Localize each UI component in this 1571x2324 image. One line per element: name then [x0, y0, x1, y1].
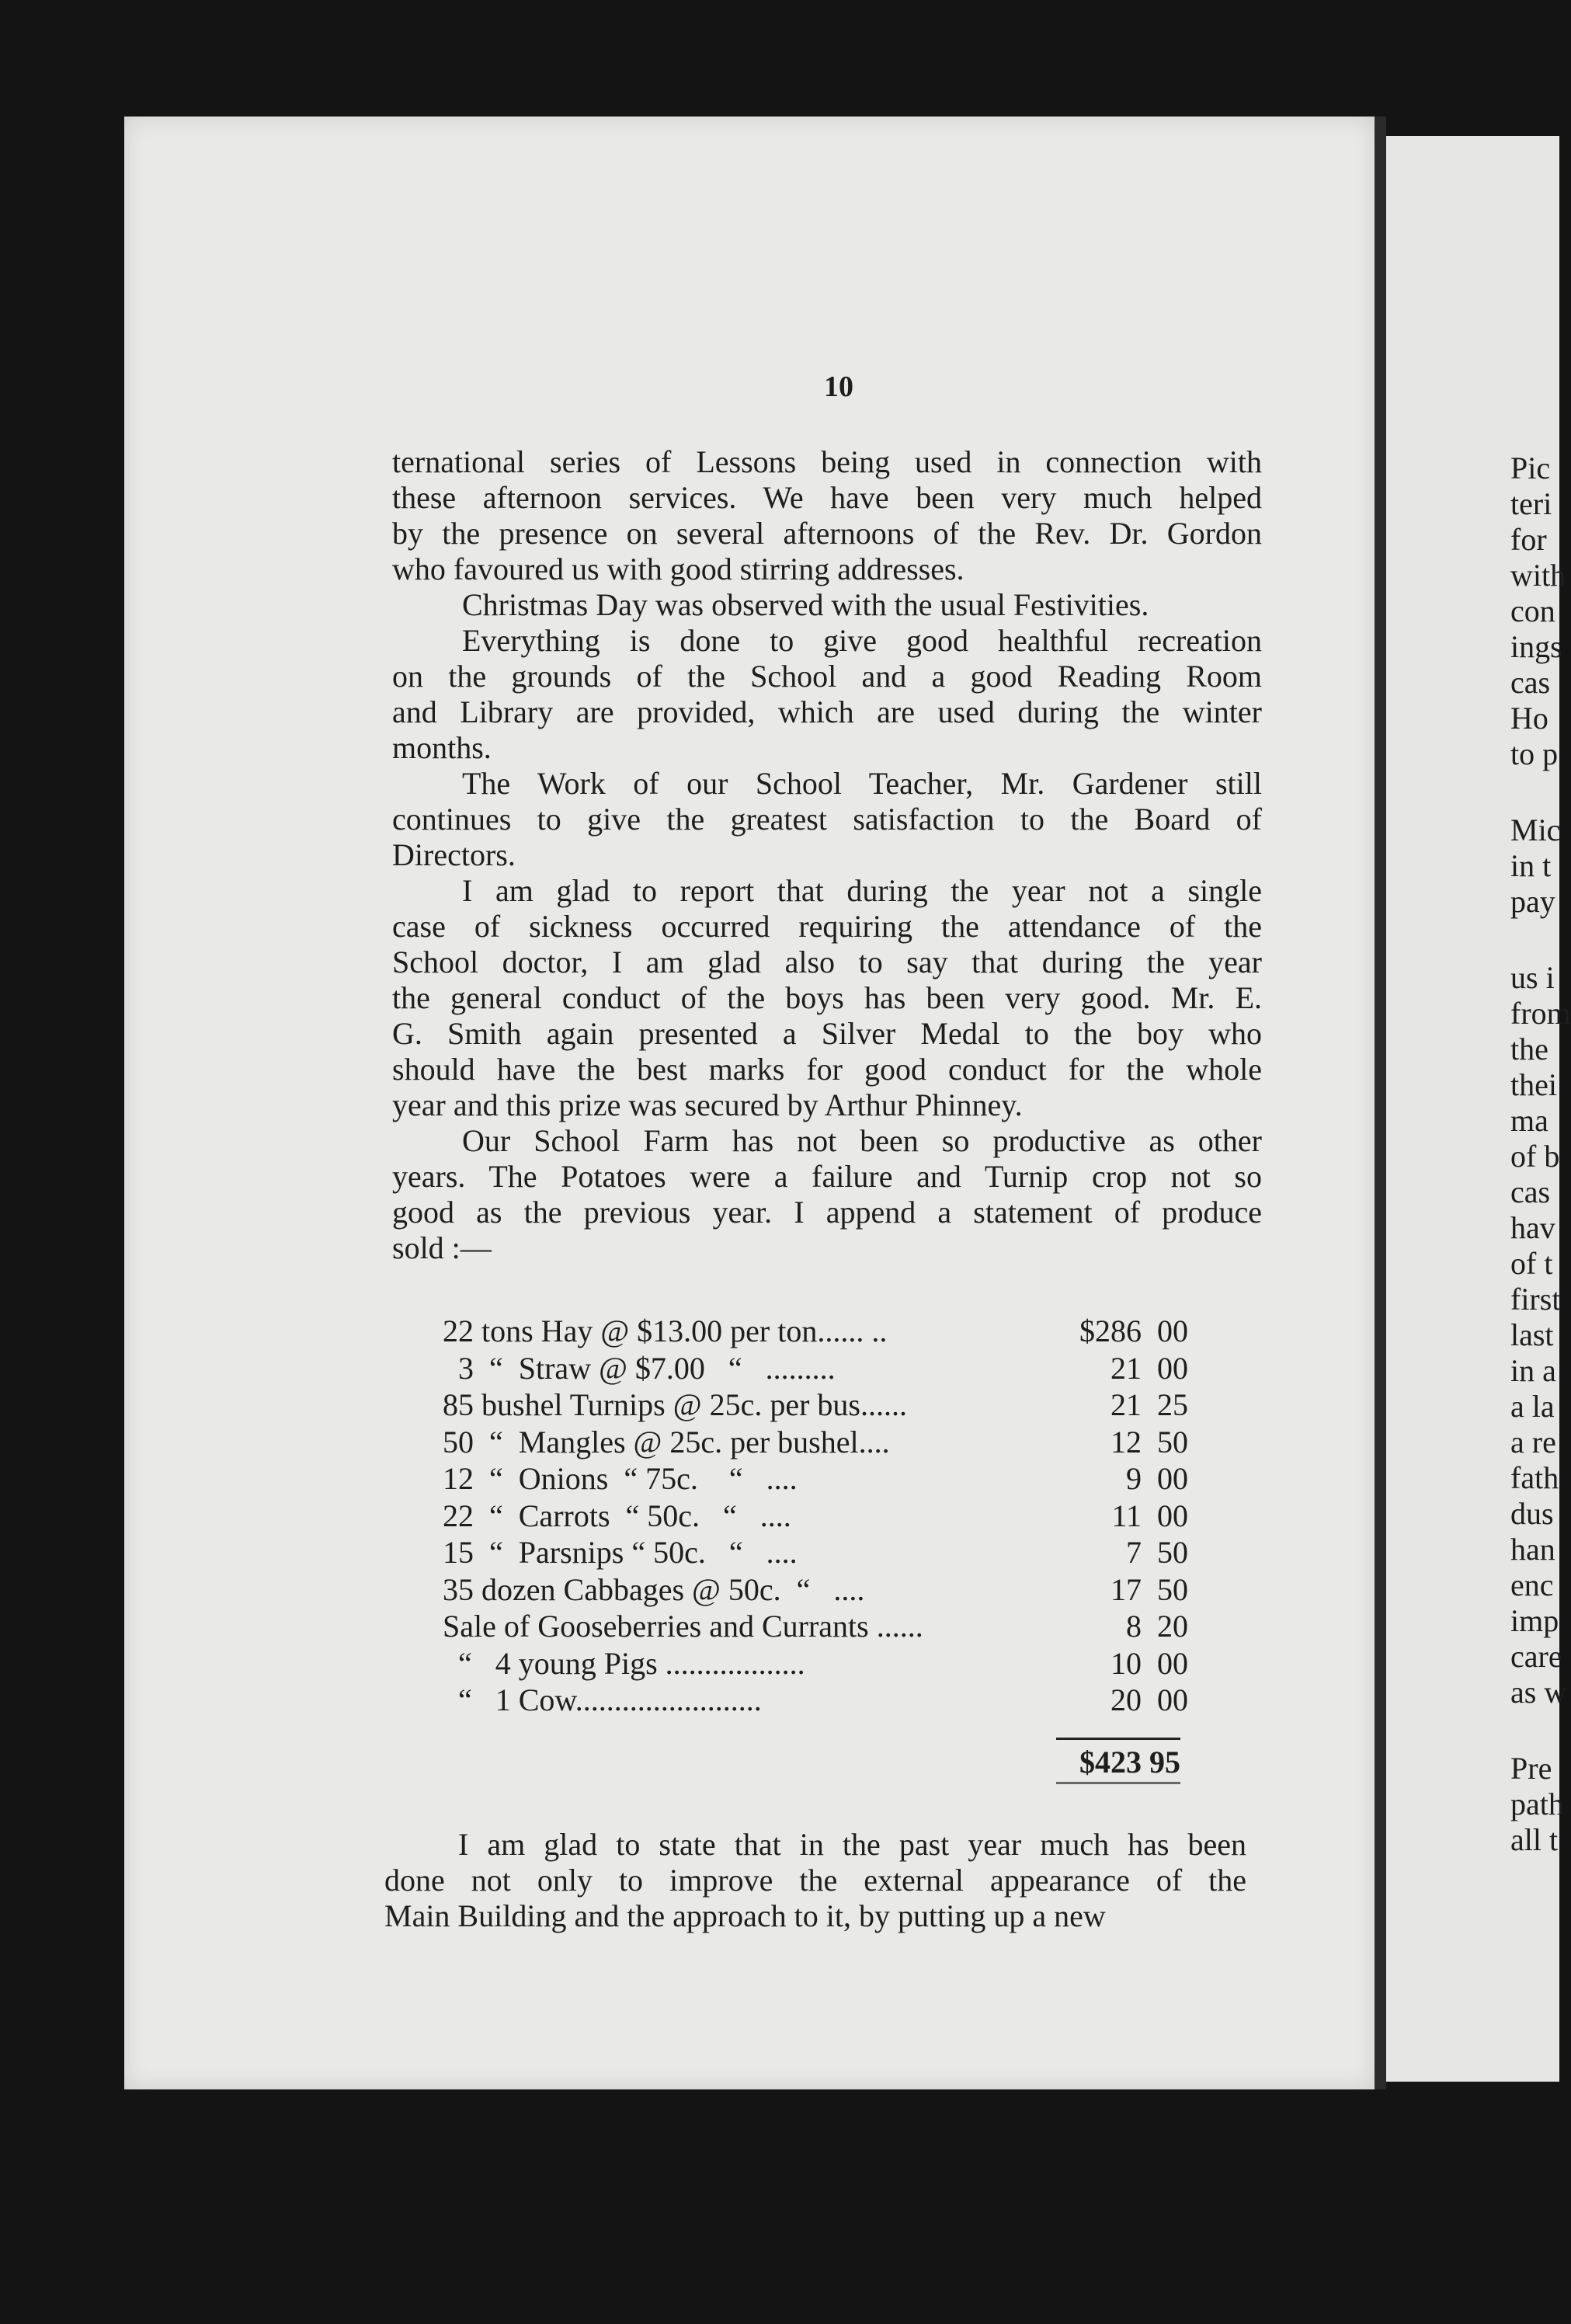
text-line: on the grounds of the School and a good Reading Room	[392, 659, 1262, 694]
text-line: by the presence on several afternoons of the Rev. Dr. Gordon	[392, 516, 1262, 551]
produce-cents: 25	[1157, 1387, 1188, 1422]
text-line: these afternoon services. We have been very much helped	[392, 480, 1262, 515]
right-page-fragment: us i	[1510, 960, 1555, 995]
produce-description: 22 tons Hay @ $13.00 per ton...... ..	[443, 1313, 888, 1348]
paragraph	[392, 444, 1262, 587]
right-page-fragment: for	[1510, 522, 1547, 557]
text-line: I am glad to report that during the year not a single	[462, 873, 1262, 908]
right-page-fragment: the	[1510, 1032, 1548, 1066]
text-line: ternational series of Lessons being used in connection with	[392, 444, 1262, 479]
produce-dollars: 17	[1110, 1571, 1142, 1607]
right-page-fragment: first	[1510, 1282, 1561, 1317]
produce-cents: 00	[1157, 1350, 1188, 1386]
produce-dollars: 12	[1110, 1424, 1142, 1459]
text-line: years. The Potatoes were a failure and Turnip crop not so	[392, 1159, 1262, 1194]
right-page-fragment: enc	[1510, 1567, 1554, 1602]
right-page-fragment: pay	[1510, 884, 1555, 919]
text-line: months.	[392, 730, 492, 765]
right-page-fragment: path	[1510, 1786, 1564, 1821]
text-line: Christmas Day was observed with the usual Festivities.	[462, 587, 1149, 622]
produce-row	[443, 1645, 1188, 1682]
produce-dollars: 21	[1110, 1387, 1142, 1422]
right-page-fragment: Pre	[1510, 1751, 1552, 1786]
right-page-fragment: con	[1510, 593, 1555, 628]
paragraph	[392, 766, 1262, 873]
closing-paragraph	[384, 1827, 1246, 1934]
right-page-fragment: care	[1510, 1639, 1562, 1674]
total-rule	[1056, 1738, 1180, 1740]
produce-cents: 20	[1157, 1609, 1188, 1644]
right-page-fragment: last	[1510, 1317, 1554, 1352]
page-number: 10	[824, 371, 853, 403]
produce-row	[443, 1534, 1188, 1571]
produce-row	[443, 1386, 1188, 1424]
right-page-fragment: as w	[1510, 1675, 1567, 1710]
text-line: case of sickness occurred requiring the attendance of the	[392, 909, 1262, 944]
produce-total: $423 95	[1056, 1744, 1180, 1784]
produce-cents: 00	[1157, 1645, 1188, 1681]
right-page-fragment	[1510, 772, 1565, 812]
produce-dollars: 8	[1126, 1609, 1142, 1644]
right-page-fragment: cas	[1510, 1174, 1551, 1209]
text-line: good as the previous year. I append a statement of produce	[392, 1195, 1262, 1230]
produce-description: 12 “ Onions “ 75c. “ ....	[443, 1461, 798, 1496]
produce-cents: 00	[1157, 1313, 1188, 1348]
produce-dollars: 7	[1126, 1535, 1142, 1570]
body-text	[392, 444, 1262, 1266]
text-line: Everything is done to give good healthful recreation	[462, 623, 1262, 658]
produce-cents: 00	[1157, 1682, 1188, 1717]
text-line: who favoured us with good stirring addresses.	[392, 551, 964, 586]
produce-dollars: 21	[1110, 1350, 1142, 1386]
right-page-fragment: from	[1510, 996, 1571, 1031]
right-page-fragment	[1510, 920, 1565, 960]
produce-dollars: 20	[1110, 1682, 1142, 1717]
text-line: sold :—	[392, 1230, 492, 1265]
produce-cents: 50	[1157, 1571, 1188, 1607]
produce-row	[443, 1608, 1188, 1645]
produce-dollars: $286	[1079, 1313, 1142, 1348]
right-page-fragment: ma	[1510, 1103, 1548, 1138]
right-page-fragment: of b	[1510, 1139, 1560, 1174]
right-page-fragment: ings	[1510, 629, 1562, 664]
right-page-fragment: teri	[1510, 486, 1552, 521]
text-line: done not only to improve the external appearance of the	[384, 1863, 1246, 1898]
produce-description: Sale of Gooseberries and Currants ......	[443, 1609, 923, 1644]
produce-description: “ 1 Cow........................	[443, 1682, 762, 1717]
produce-row	[443, 1571, 1188, 1609]
produce-dollars: 10	[1110, 1645, 1142, 1681]
right-page-fragment: all t	[1510, 1822, 1559, 1857]
right-page-fragment: cas	[1510, 665, 1551, 700]
produce-statement	[443, 1313, 1188, 1719]
produce-description: “ 4 young Pigs ..................	[443, 1645, 805, 1681]
right-page-fragment: a re	[1510, 1425, 1556, 1459]
produce-row	[443, 1682, 1188, 1719]
text-line: should have the best marks for good conduct for the whole	[392, 1052, 1262, 1087]
produce-cents: 00	[1157, 1498, 1188, 1533]
text-line: and Library are provided, which are used during the winter	[392, 694, 1262, 729]
text-line: G. Smith again presented a Silver Medal to the boy who	[392, 1016, 1262, 1051]
text-line: The Work of our School Teacher, Mr. Gardener still	[462, 766, 1262, 801]
produce-row	[443, 1424, 1188, 1461]
produce-description: 35 dozen Cabbages @ 50c. “ ....	[443, 1571, 865, 1607]
text-line: Our School Farm has not been so productive as other	[462, 1123, 1262, 1158]
right-page-fragment: in a	[1510, 1353, 1556, 1388]
produce-row	[443, 1313, 1188, 1350]
right-page-fragment: imp	[1510, 1603, 1559, 1638]
right-page-fragment: of t	[1510, 1246, 1553, 1281]
paragraph	[392, 587, 1262, 623]
produce-cents: 50	[1157, 1535, 1188, 1570]
produce-description: 15 “ Parsnips “ 50c. “ ....	[443, 1535, 798, 1570]
right-page-fragment: a la	[1510, 1389, 1555, 1424]
text-line: Main Building and the approach to it, by putting up a new	[384, 1898, 1106, 1933]
text-line: School doctor, I am glad also to say that during the year	[392, 945, 1262, 979]
paragraph	[392, 1123, 1262, 1266]
right-page-fragment: with	[1510, 558, 1566, 593]
produce-row	[443, 1498, 1188, 1535]
paragraph	[392, 873, 1262, 1123]
produce-description: 3 “ Straw @ $7.00 “ .........	[443, 1350, 836, 1386]
right-page-fragment: han	[1510, 1532, 1555, 1567]
right-page-fragment: to p	[1510, 736, 1559, 771]
right-page-fragment: Mic	[1510, 812, 1561, 847]
right-page-fragment	[1510, 1710, 1565, 1751]
produce-row	[443, 1350, 1188, 1387]
right-page-fragment: Ho	[1510, 701, 1548, 736]
produce-row	[443, 1460, 1188, 1498]
right-page-fragment: hav	[1510, 1210, 1555, 1245]
right-page-fragment: thei	[1510, 1067, 1557, 1102]
paragraph	[392, 623, 1262, 766]
text-line: Directors.	[392, 837, 516, 872]
right-page-text	[1510, 451, 1571, 1858]
produce-cents: 50	[1157, 1424, 1188, 1459]
produce-description: 50 “ Mangles @ 25c. per bushel....	[443, 1424, 890, 1459]
produce-description: 85 bushel Turnips @ 25c. per bus......	[443, 1387, 907, 1422]
produce-dollars: 11	[1111, 1498, 1142, 1533]
produce-dollars: 9	[1126, 1461, 1142, 1496]
right-page-fragment: fath	[1510, 1460, 1559, 1495]
text-line: I am glad to state that in the past year much has been	[458, 1827, 1246, 1862]
text-line: continues to give the greatest satisfaction to the Board of	[392, 802, 1262, 837]
text-line: year and this prize was secured by Arthur Phinney.	[392, 1087, 1023, 1122]
book-gutter	[1375, 117, 1386, 2089]
produce-description: 22 “ Carrots “ 50c. “ ....	[443, 1498, 791, 1533]
right-page-fragment: dus	[1510, 1496, 1554, 1531]
text-line: the general conduct of the boys has been very good. Mr. E.	[392, 980, 1262, 1015]
produce-cents: 00	[1157, 1461, 1188, 1496]
right-page-fragment: in t	[1510, 848, 1552, 883]
right-page-fragment: Pic	[1510, 451, 1551, 485]
